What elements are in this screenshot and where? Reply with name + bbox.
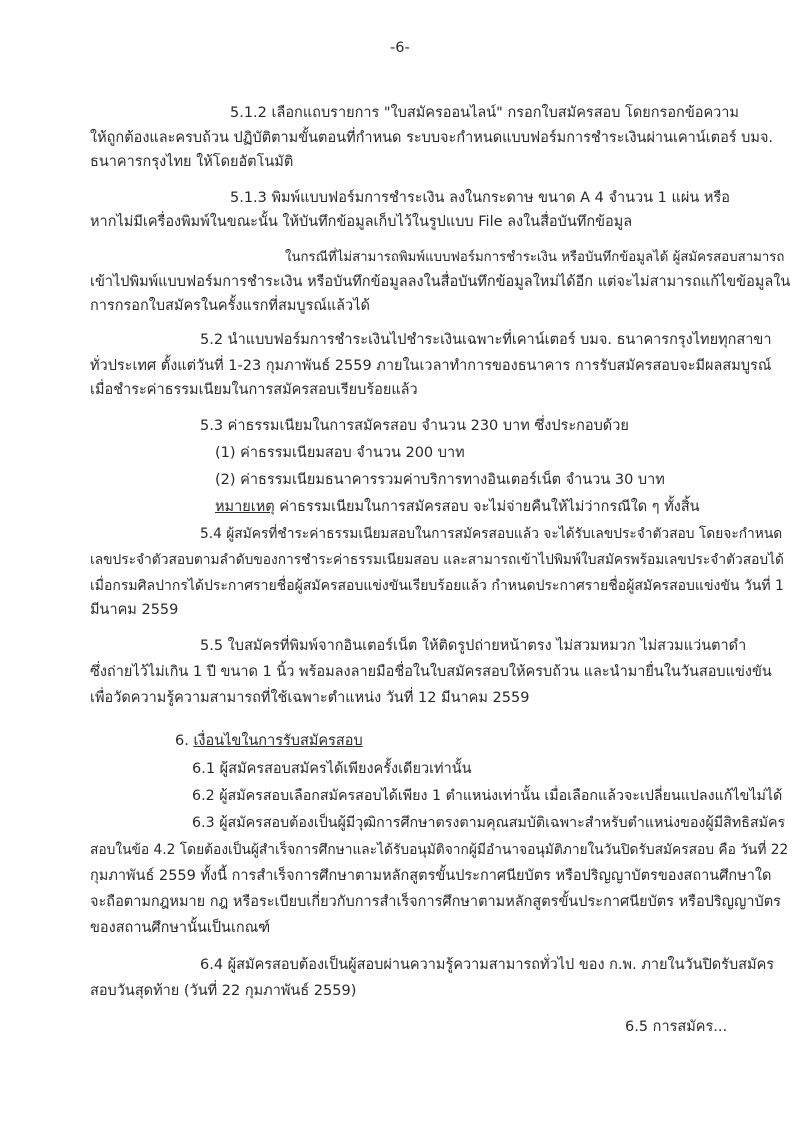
paragraph-case-line-3: การกรอกใบสมัครในครั้งแรกที่สมบูรณ์แล้วได้ (90, 298, 370, 314)
fee-note-text: ค่าธรรมเนียมในการสมัครสอบ จะไม่จ่ายคืนให้ไม่ว่ากรณีใด ๆ ทั้งสิ้น (274, 499, 700, 515)
paragraph-5-4-line-4: มีนาคม 2559 (90, 602, 179, 618)
paragraph-5-1-3-line-1: 5.1.3 พิมพ์แบบฟอร์มการชำระเงิน ลงในกระดาษ ขนาด A 4 จำนวน 1 แผ่น หรือ (230, 190, 730, 206)
paragraph-5-1-3-line-2: หากไม่มีเครื่องพิมพ์ในขณะนั้น ให้บันทึกข้อมูลเก็บไว้ในรูปแบบ File ลงในสื่อบันทึกข้อมูล (90, 214, 633, 230)
paragraph-case-line-2: เข้าไปพิมพ์แบบฟอร์มการชำระเงิน หรือบันทึกข้อมูลลงในสื่อบันทึกข้อมูลใหม่ได้อีก แต่จะไม่สามารถแก้ไขข้อมูลใน (90, 274, 791, 290)
fee-item-2: (2) ค่าธรรมเนียมธนาคารรวมค่าบริการทางอินเตอร์เน็ต จำนวน 30 บาท (215, 472, 665, 488)
condition-6-1: 6.1 ผู้สมัครสอบสมัครได้เพียงครั้งเดียวเท่านั้น (192, 761, 472, 777)
paragraph-5-2-line-2: ทั่วประเทศ ตั้งแต่วันที่ 1-23 กุมภาพันธ์ 2559 ภายในเวลาทำการของธนาคาร การรับสมัครสอบจะมีผลสมบูรณ์ (90, 358, 772, 374)
paragraph-5-4-line-2: เลขประจำตัวสอบตามลำดับของการชำระค่าธรรมเนียมสอบ และสามารถเข้าไปพิมพ์ใบสมัครพร้อมเลขประจำตัวสอบได้ (90, 552, 784, 568)
paragraph-5-2-line-3: เมื่อชำระค่าธรรมเนียมในการสมัครสอบเรียบร้อยแล้ว (90, 382, 418, 398)
paragraph-5-2-line-1: 5.2 นำแบบฟอร์มการชำระเงินไปชำระเงินเฉพาะที่เคาน์เตอร์ บมจ. ธนาคารกรุงไทยทุกสาขา (200, 332, 772, 348)
paragraph-5-5-line-3: เพื่อวัดความรู้ความสามารถที่ใช้เฉพาะตำแหน่ง วันที่ 12 มีนาคม 2559 (90, 690, 530, 706)
paragraph-5-5-line-1: 5.5 ใบสมัครที่พิมพ์จากอินเตอร์เน็ต ให้ติดรูปถ่ายหน้าตรง ไม่สวมหมวก ไม่สวมแว่นตาดำ (200, 638, 747, 654)
paragraph-5-1-2-line-2: ให้ถูกต้องและครบถ้วน ปฏิบัติตามขั้นตอนที่กำหนด ระบบจะกำหนดแบบฟอร์มการชำระเงินผ่านเคาน์เตอร์ บมจ. (90, 130, 774, 146)
condition-6-4-line-1: 6.4 ผู้สมัครสอบต้องเป็นผู้สอบผ่านความรู้ความสามารถทั่วไป ของ ก.พ. ภายในวันปิดรับสมัคร (200, 957, 775, 973)
section-6-title: เงื่อนไขในการรับสมัครสอบ (193, 733, 363, 749)
section-6-heading (175, 731, 363, 751)
paragraph-5-1-2-line-3: ธนาคารกรุงไทย ให้โดยอัตโนมัติ (90, 154, 294, 170)
condition-6-3-line-3: กุมภาพันธ์ 2559 ทั้งนี้ การสำเร็จการศึกษาตามหลักสูตรขั้นประกาศนียบัตร หรือปริญญาบัตรของสถานศึกษาใด (90, 868, 772, 884)
condition-6-2: 6.2 ผู้สมัครสอบเลือกสมัครสอบได้เพียง 1 ตำแหน่งเท่านั้น เมื่อเลือกแล้วจะเปลี่ยนแปลงแก้ไขไม่ได้ (192, 788, 783, 804)
condition-6-3-line-2: สอบในข้อ 4.2 โดยต้องเป็นผู้สำเร็จการศึกษาและได้รับอนุมัติจากผู้มีอำนาจอนุมัติภายในวันปิดรับสมัครสอบ คือ วันที่ 22 (90, 842, 789, 858)
fee-note-label: หมายเหตุ (215, 499, 275, 515)
fee-note (215, 497, 700, 517)
paragraph-5-3-line-1: 5.3 ค่าธรรมเนียมในการสมัครสอบ จำนวน 230 บาท ซึ่งประกอบด้วย (200, 418, 629, 434)
condition-6-4-line-2: สอบวันสุดท้าย (วันที่ 22 กุมภาพันธ์ 2559) (90, 983, 357, 999)
condition-6-3-line-1: 6.3 ผู้สมัครสอบต้องเป็นผู้มีวุฒิการศึกษาตรงตามคุณสมบัติเฉพาะสำหรับตำแหน่งของผู้มีสิทธิสมัคร (192, 815, 786, 831)
paragraph-5-4-line-3: เมื่อกรมศิลปากรได้ประกาศรายชื่อผู้สมัครสอบแข่งขันเรียบร้อยแล้ว กำหนดประกาศรายชื่อผู้สมัครสอบแข่งขัน วันที่ 1 (90, 578, 784, 594)
continuation-marker: 6.5 การสมัคร... (625, 1019, 728, 1035)
paragraph-5-5-line-2: ซึ่งถ่ายไว้ไม่เกิน 1 ปี ขนาด 1 นิ้ว พร้อมลงลายมือชื่อในใบสมัครสอบให้ครบถ้วน และนำมายื่นในวันสอบแข่งขัน (90, 664, 772, 680)
paragraph-5-1-2-line-1: 5.1.2 เลือกแถบรายการ "ใบสมัครออนไลน์" กรอกใบสมัครสอบ โดยกรอกข้อความ (230, 105, 739, 121)
paragraph-case-line-1: ในกรณีที่ไม่สามารถพิมพ์แบบฟอร์มการชำระเงิน หรือบันทึกข้อมูลได้ ผู้สมัครสอบสามารถ (285, 250, 785, 265)
section-6-number: 6. (175, 733, 194, 749)
condition-6-3-line-5: ของสถานศึกษานั้นเป็นเกณฑ์ (90, 920, 271, 936)
paragraph-5-4-line-1: 5.4 ผู้สมัครที่ชำระค่าธรรมเนียมสอบในการสมัครสอบแล้ว จะได้รับเลขประจำตัวสอบ โดยจะกำหนด (200, 526, 783, 542)
page-number: -6- (390, 40, 410, 56)
fee-item-1: (1) ค่าธรรมเนียมสอบ จำนวน 200 บาท (215, 445, 465, 461)
condition-6-3-line-4: จะถือตามกฎหมาย กฎ หรือระเบียบเกี่ยวกับการสำเร็จการศึกษาตามหลักสูตรขั้นประกาศนียบัตร หรือปริญญาบัตร (90, 894, 781, 910)
